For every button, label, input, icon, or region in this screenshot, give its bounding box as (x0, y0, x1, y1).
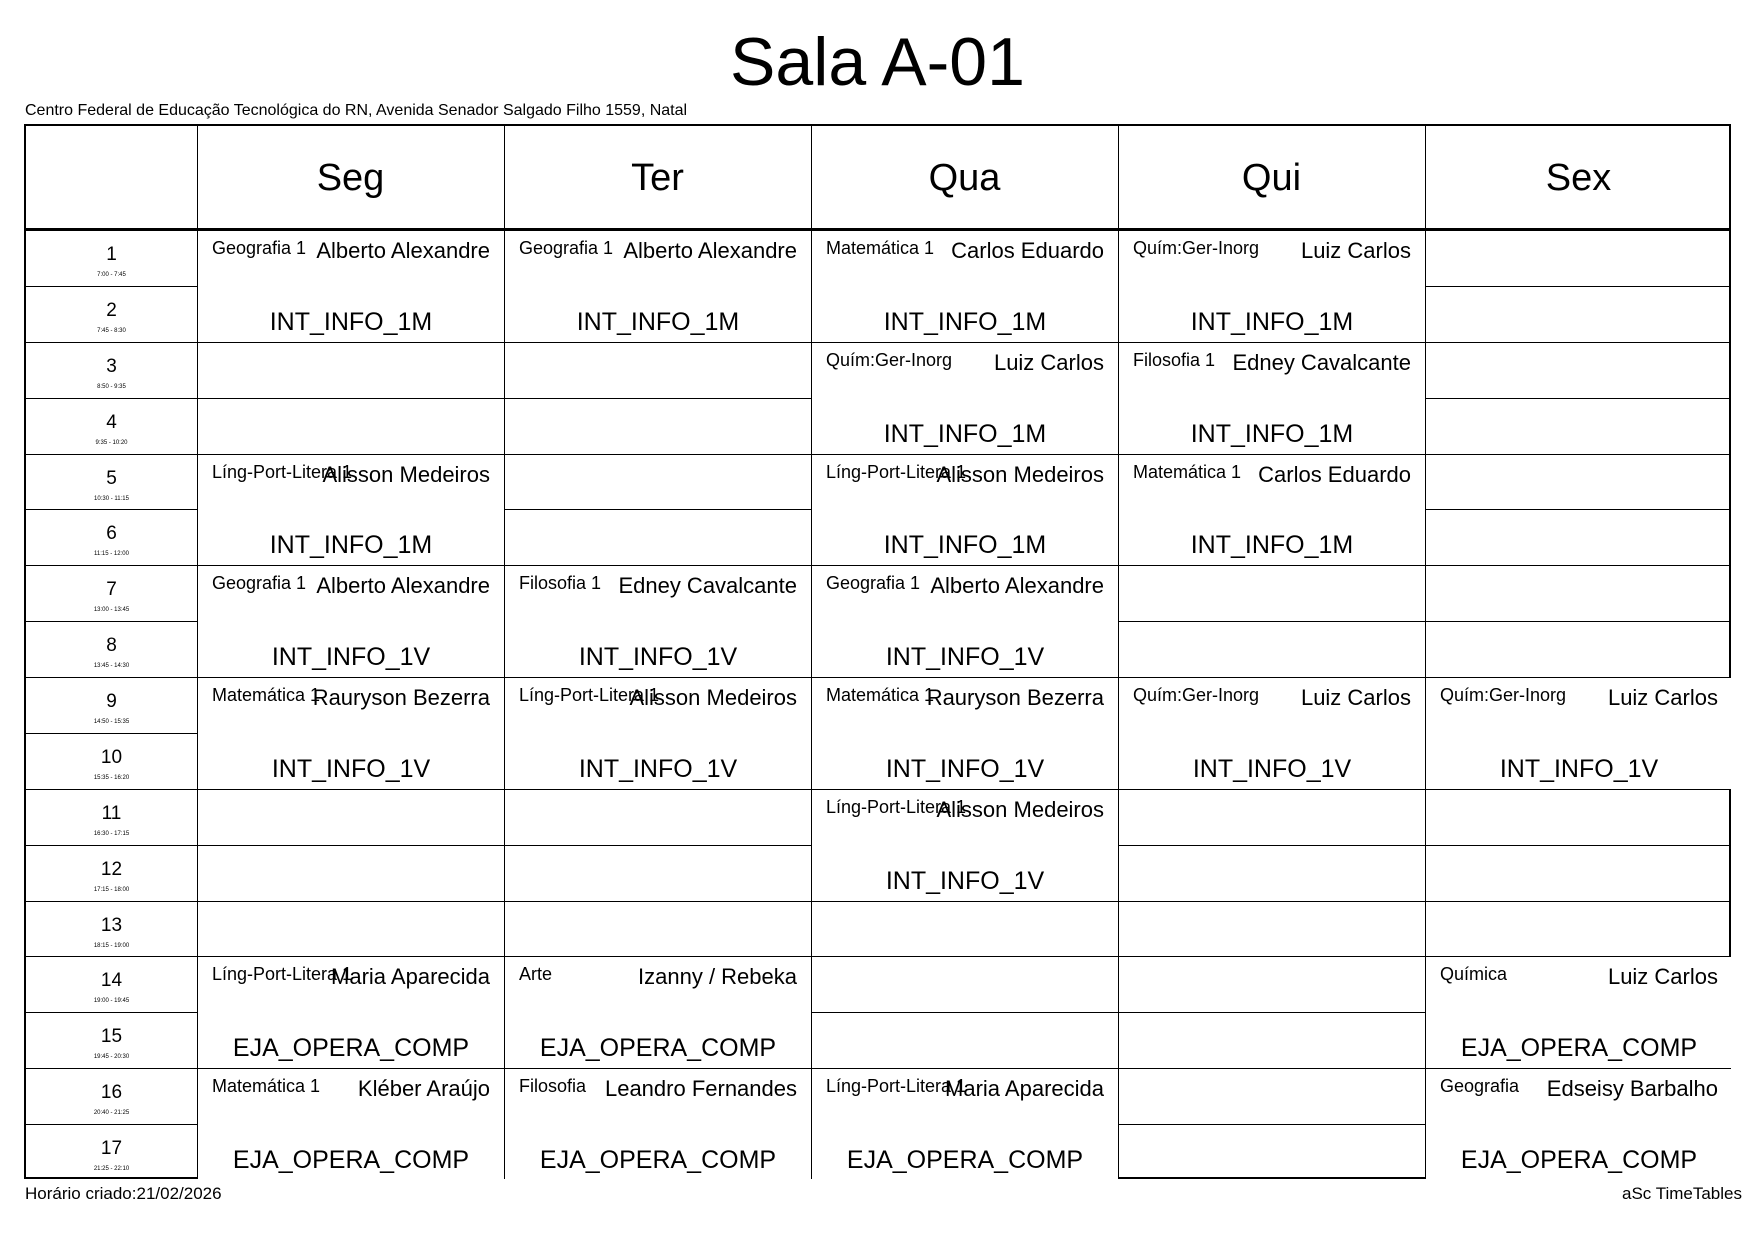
lesson-subject: Filosofia (519, 1076, 587, 1097)
period-number: 11 (101, 802, 122, 824)
period-time: 7:00 - 7:45 (97, 272, 126, 278)
period-time: 13:00 - 13:45 (93, 607, 130, 614)
period-time: 15:35 - 16:20 (93, 774, 130, 781)
period-number: 10 (100, 746, 123, 768)
period-number: 5 (106, 467, 117, 489)
lesson-class: INT_INFO_1V (885, 643, 1045, 672)
lesson-teacher: Alisson Medeiros (322, 461, 490, 487)
lesson-card[interactable] (1426, 957, 1732, 1068)
lesson-subject: Líng-Port-Litera 1 (212, 964, 353, 985)
lesson-card[interactable] (1119, 455, 1425, 566)
period-time: 10:30 - 11:15 (94, 495, 129, 502)
lesson-class: INT_INFO_1V (271, 643, 431, 672)
period-time: 18:15 - 19:00 (93, 942, 130, 949)
lesson-card[interactable] (198, 957, 504, 1068)
lesson-class: INT_INFO_1M (1190, 307, 1354, 336)
lesson-card[interactable] (198, 231, 504, 342)
lesson-teacher: Luiz Carlos (1300, 685, 1411, 711)
lesson-teacher: Alisson Medeiros (936, 461, 1104, 487)
day-header: Seg (316, 157, 385, 199)
lesson-teacher: Alberto Alexandre (316, 573, 490, 599)
period-time: 9:35 - 10:20 (95, 439, 128, 446)
period-time: 19:45 - 20:30 (93, 1054, 130, 1061)
lesson-card[interactable] (812, 1069, 1118, 1180)
day-header: Qua (928, 157, 1001, 199)
lesson-class: INT_INFO_1V (1499, 754, 1659, 783)
lesson-subject: Matemática 1 (1133, 461, 1242, 482)
period-number: 7 (106, 579, 117, 601)
period-number: 14 (100, 970, 123, 992)
lesson-card[interactable] (198, 1069, 504, 1180)
lesson-teacher: Alberto Alexandre (316, 238, 490, 263)
lesson-card[interactable] (505, 1069, 811, 1180)
lesson-card[interactable] (1426, 1069, 1732, 1180)
lesson-class: INT_INFO_1M (269, 531, 433, 560)
lesson-class: EJA_OPERA_COMP (1460, 1034, 1698, 1063)
lesson-teacher: Luiz Carlos (993, 349, 1104, 375)
day-header: Ter (631, 157, 684, 199)
lesson-subject: Arte (519, 964, 553, 985)
lesson-teacher: Leandro Fernandes (604, 1076, 797, 1102)
period-time: 8:50 - 9:35 (97, 383, 126, 390)
period-number: 13 (100, 914, 123, 936)
period-time: 17:15 - 18:00 (93, 886, 130, 893)
lesson-card[interactable] (1119, 678, 1425, 789)
lesson-card[interactable] (1119, 343, 1425, 454)
lesson-class: INT_INFO_1M (576, 307, 740, 336)
lesson-class: INT_INFO_1M (883, 531, 1047, 560)
lesson-teacher: Edney Cavalcante (1232, 349, 1411, 375)
period-time: 19:00 - 19:45 (93, 998, 130, 1005)
period-number: 15 (100, 1026, 123, 1048)
period-time: 13:45 - 14:30 (93, 663, 130, 670)
lesson-teacher: Izanny / Rebeka (638, 964, 797, 990)
lesson-teacher: Kléber Araújo (357, 1076, 490, 1102)
lesson-class: INT_INFO_1V (271, 754, 431, 783)
lesson-class: INT_INFO_1V (885, 866, 1045, 895)
lesson-subject: Filosofia 1 (1133, 349, 1216, 370)
page-title: Sala A-01 (730, 24, 1025, 100)
institution-address: Centro Federal de Educação Tecnológica do RN, Avenida Senador Salgado Filho 1559, Natal (25, 102, 688, 119)
lesson-card[interactable] (1119, 231, 1425, 342)
lesson-teacher: Edseisy Barbalho (1546, 1076, 1718, 1102)
lesson-class: EJA_OPERA_COMP (232, 1034, 470, 1063)
period-time: 14:50 - 15:35 (93, 719, 130, 726)
lesson-subject: Matemática 1 (212, 1076, 321, 1097)
lesson-teacher: Alberto Alexandre (930, 573, 1104, 599)
lesson-class: INT_INFO_1M (1190, 531, 1354, 560)
lesson-class: INT_INFO_1M (269, 307, 433, 336)
lesson-class: EJA_OPERA_COMP (232, 1145, 470, 1174)
period-number: 4 (106, 411, 117, 433)
period-time: 20:40 - 21:25 (93, 1110, 130, 1117)
lesson-subject: Matemática 1 (212, 685, 321, 706)
period-number: 2 (106, 299, 117, 321)
lesson-card[interactable] (1426, 678, 1732, 789)
lesson-teacher: Carlos Eduardo (951, 238, 1104, 263)
lesson-teacher: Alisson Medeiros (629, 685, 797, 711)
lesson-subject: Quím:Ger-Inorg (826, 349, 953, 370)
period-number: 16 (100, 1082, 123, 1104)
lesson-card[interactable] (812, 455, 1118, 566)
lesson-teacher: Edney Cavalcante (618, 573, 797, 599)
lesson-card[interactable] (505, 957, 811, 1068)
lesson-card[interactable] (505, 566, 811, 677)
lesson-class: INT_INFO_1V (578, 643, 738, 672)
period-time: 11:15 - 12:00 (94, 551, 129, 558)
lesson-subject: Filosofia 1 (519, 573, 602, 594)
lesson-card[interactable] (812, 566, 1118, 677)
lesson-teacher: Maria Aparecida (945, 1076, 1104, 1102)
timetable-grid (24, 124, 1731, 1179)
lesson-class: EJA_OPERA_COMP (539, 1145, 777, 1174)
period-number: 6 (106, 523, 117, 545)
lesson-teacher: Luiz Carlos (1300, 238, 1411, 263)
lesson-subject: Quím:Ger-Inorg (1440, 685, 1567, 706)
lesson-card[interactable] (198, 566, 504, 677)
lesson-class: EJA_OPERA_COMP (1460, 1145, 1698, 1174)
period-number: 12 (100, 858, 123, 880)
lesson-teacher: Maria Aparecida (331, 964, 490, 990)
lesson-card[interactable] (198, 455, 504, 566)
period-number: 3 (106, 355, 117, 377)
lesson-subject: Quím:Ger-Inorg (1133, 238, 1260, 258)
lesson-card[interactable] (812, 790, 1118, 901)
lesson-class: EJA_OPERA_COMP (539, 1034, 777, 1063)
lesson-teacher: Rauryson Bezerra (926, 685, 1104, 711)
lesson-subject: Geografia 1 (519, 238, 614, 258)
lesson-class: INT_INFO_1M (883, 307, 1047, 336)
lesson-card[interactable] (505, 678, 811, 789)
period-number: 1 (106, 244, 117, 265)
lesson-subject: Geografia (1440, 1076, 1520, 1097)
lesson-card[interactable] (505, 231, 811, 342)
lesson-subject: Matemática 1 (826, 238, 935, 258)
lesson-subject: Líng-Port-Litera 1 (826, 796, 967, 817)
lesson-subject: Geografia 1 (212, 573, 307, 594)
lesson-class: INT_INFO_1V (885, 754, 1045, 783)
lesson-class: EJA_OPERA_COMP (846, 1145, 1084, 1174)
lesson-subject: Líng-Port-Litera 1 (519, 685, 660, 706)
lesson-card[interactable] (812, 343, 1118, 454)
lesson-teacher: Alisson Medeiros (936, 796, 1104, 822)
lesson-card[interactable] (812, 231, 1118, 342)
period-time: 7:45 - 8:30 (97, 327, 126, 334)
software-credit: aSc TimeTables (1622, 1184, 1742, 1203)
lesson-class: INT_INFO_1V (1192, 754, 1352, 783)
lesson-subject: Química (1440, 964, 1508, 985)
lesson-subject: Geografia 1 (212, 238, 307, 258)
period-time: 16:30 - 17:15 (93, 830, 130, 837)
lesson-card[interactable] (198, 678, 504, 789)
day-header: Sex (1545, 157, 1612, 199)
created-date: Horário criado:21/02/2026 (25, 1184, 222, 1203)
lesson-subject: Líng-Port-Litera 1 (826, 1076, 967, 1097)
lesson-subject: Geografia 1 (826, 573, 921, 594)
day-header: Qui (1241, 157, 1302, 199)
lesson-subject: Matemática 1 (826, 685, 935, 706)
lesson-teacher: Carlos Eduardo (1258, 461, 1411, 487)
lesson-subject: Líng-Port-Litera 1 (826, 461, 967, 482)
lesson-class: INT_INFO_1M (883, 419, 1047, 448)
lesson-class: INT_INFO_1M (1190, 419, 1354, 448)
lesson-teacher: Luiz Carlos (1607, 685, 1718, 711)
period-number: 17 (100, 1138, 123, 1160)
period-number: 9 (106, 691, 117, 713)
lesson-teacher: Luiz Carlos (1607, 964, 1718, 990)
lesson-teacher: Alberto Alexandre (623, 238, 797, 263)
lesson-subject: Quím:Ger-Inorg (1133, 685, 1260, 706)
row-divider (26, 901, 1729, 902)
lesson-class: INT_INFO_1V (578, 754, 738, 783)
lesson-subject: Líng-Port-Litera 1 (212, 461, 353, 482)
period-time: 21:25 - 22:10 (93, 1166, 130, 1173)
lesson-teacher: Rauryson Bezerra (312, 685, 490, 711)
lesson-card[interactable] (812, 678, 1118, 789)
period-number: 8 (106, 635, 117, 657)
